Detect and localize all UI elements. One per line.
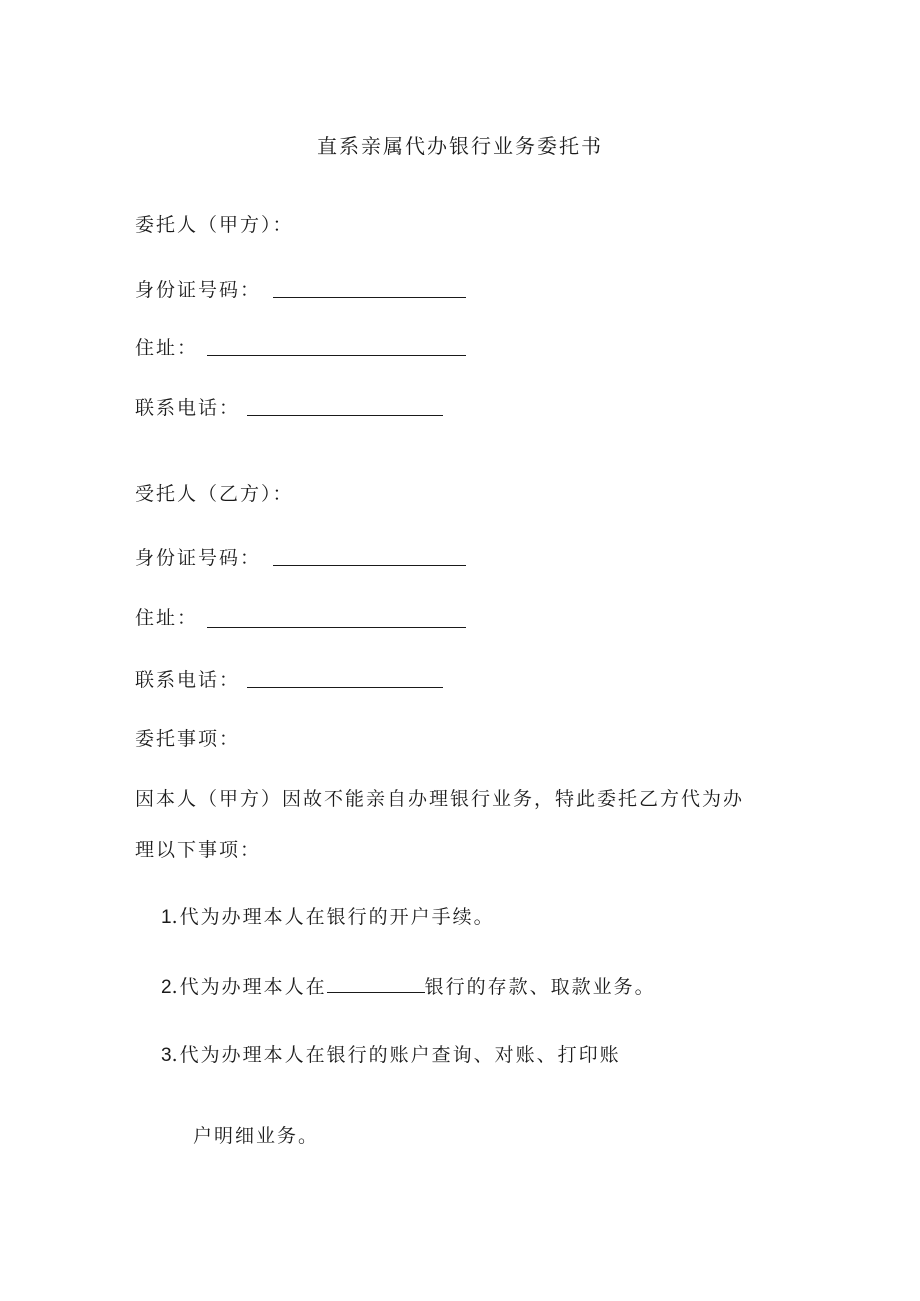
list-item-3-continuation: 户明细业务。 (193, 1125, 320, 1147)
item-text: .代为办理本人在银行的账户查询、对账、打印账 (171, 1044, 621, 1066)
item-number: 3 (161, 1045, 172, 1066)
list-item-1 (161, 905, 495, 930)
bank-name-blank[interactable] (327, 974, 425, 993)
agent-address-label: 住址： (135, 607, 199, 629)
matters-intro-line1: 因本人（甲方）因故不能亲自办理银行业务，特此委托乙方代为办 (135, 788, 745, 810)
agent-id-blank[interactable] (273, 565, 466, 566)
principal-id-label: 身份证号码： (135, 279, 262, 301)
matters-heading: 委托事项： (135, 728, 241, 750)
list-item-3 (161, 1043, 621, 1068)
item-text-before: .代为办理本人在 (171, 976, 327, 998)
agent-id-label: 身份证号码： (135, 547, 262, 569)
principal-phone-blank[interactable] (247, 415, 443, 416)
list-item-2 (161, 974, 656, 1000)
item-text: .代为办理本人在银行的开户手续。 (171, 906, 495, 928)
principal-heading: 委托人（甲方）： (135, 214, 294, 236)
agent-phone-blank[interactable] (247, 687, 443, 688)
principal-address-blank[interactable] (207, 355, 466, 356)
item-number: 2 (161, 977, 172, 998)
principal-address-label: 住址： (135, 337, 199, 359)
item-text-after: 银行的存款、取款业务。 (424, 976, 656, 998)
matters-intro-line2: 理以下事项： (135, 839, 262, 861)
agent-heading: 受托人（乙方）： (135, 483, 294, 505)
agent-phone-label: 联系电话： (135, 669, 241, 691)
principal-id-blank[interactable] (273, 297, 466, 298)
agent-address-blank[interactable] (207, 627, 466, 628)
principal-phone-label: 联系电话： (135, 397, 241, 419)
document-title: 直系亲属代办银行业务委托书 (317, 134, 603, 158)
item-number: 1 (161, 907, 172, 928)
